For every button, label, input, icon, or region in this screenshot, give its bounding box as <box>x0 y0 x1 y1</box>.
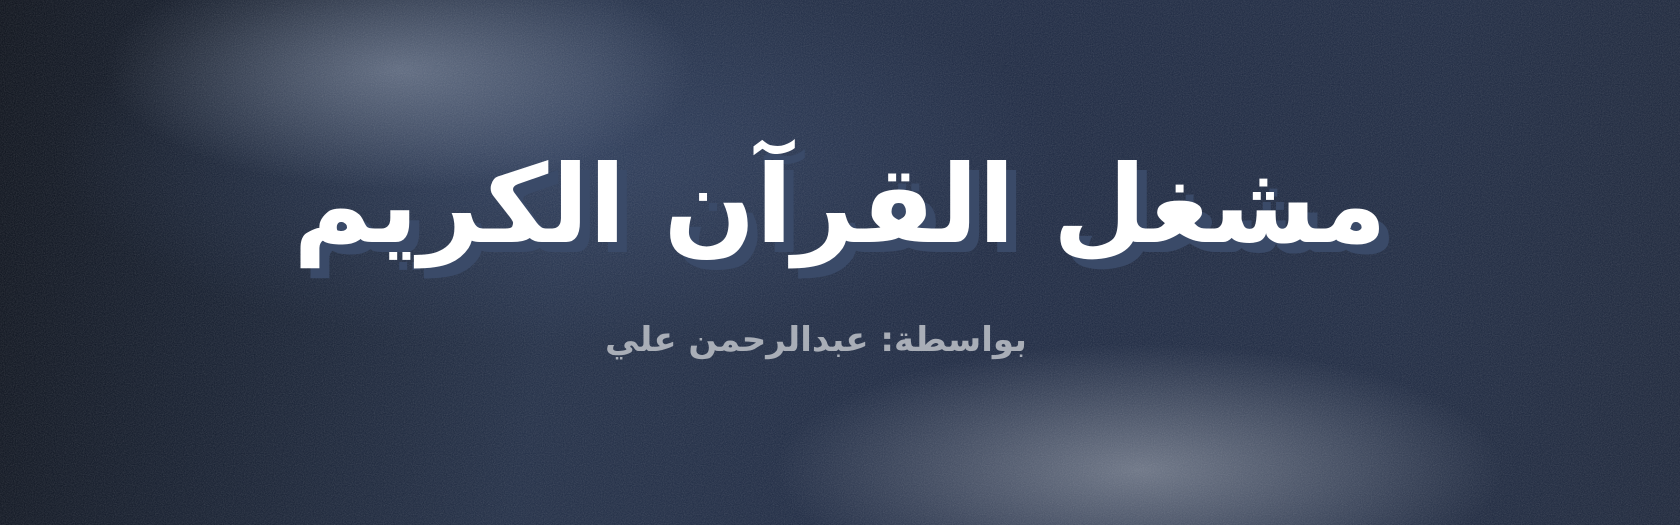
app-title: مشغل القرآن الكريم <box>293 143 1387 269</box>
author-byline: بواسطة: عبدالرحمن علي <box>605 319 1027 360</box>
